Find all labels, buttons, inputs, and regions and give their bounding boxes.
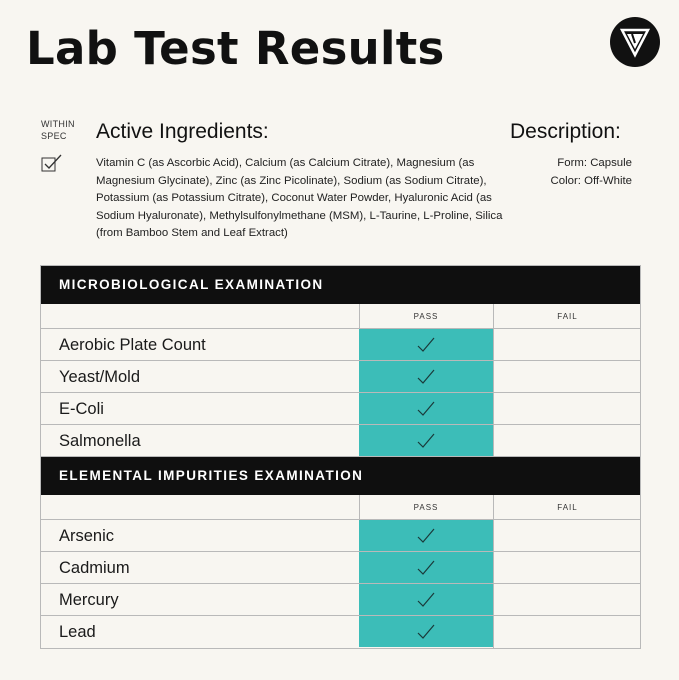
test-name: E-Coli bbox=[59, 400, 104, 418]
pass-check-icon bbox=[359, 361, 493, 392]
section-header: ELEMENTAL IMPURITIES EXAMINATION bbox=[41, 457, 640, 495]
pass-column-header: PASS bbox=[413, 312, 439, 321]
description-color: Color: Off-White bbox=[550, 174, 632, 187]
test-name: Mercury bbox=[59, 591, 119, 609]
table-row bbox=[41, 393, 640, 425]
within-spec-label: WITHIN SPEC bbox=[41, 119, 75, 141]
pass-column-header: PASS bbox=[413, 503, 439, 512]
section-header: MICROBIOLOGICAL EXAMINATION bbox=[41, 266, 640, 304]
description-details bbox=[510, 155, 632, 190]
table-row bbox=[41, 552, 640, 584]
description-form: Form: Capsule bbox=[557, 157, 632, 169]
pass-check-icon bbox=[359, 329, 493, 360]
fail-column-header: FAIL bbox=[557, 503, 578, 512]
fail-cell bbox=[493, 616, 642, 647]
test-name: Salmonella bbox=[59, 432, 141, 450]
test-name: Yeast/Mold bbox=[59, 368, 141, 386]
table-row bbox=[41, 520, 640, 552]
fail-cell bbox=[493, 584, 642, 615]
checkbox-checked-icon bbox=[41, 153, 63, 178]
table-row bbox=[41, 361, 640, 393]
test-name: Lead bbox=[59, 623, 96, 641]
pass-check-icon bbox=[359, 552, 493, 583]
results-table bbox=[40, 265, 641, 649]
page-title: Lab Test Results bbox=[26, 22, 445, 75]
table-row bbox=[41, 584, 640, 616]
pass-check-icon bbox=[359, 584, 493, 615]
fail-cell bbox=[493, 552, 642, 583]
column-headers bbox=[41, 304, 640, 329]
active-ingredients-text: Vitamin C (as Ascorbic Acid), Calcium (as Calcium Citrate), Magnesium (as Magnesium Glycinate), Zinc (as Zinc Picolinate), Sodium (as Sodium Citrate), Potassium (as Potassium Citrate), Coconut Water Powder, Hyaluronic Acid (as Sodium Hyaluronate), Methylsulfonylmethane (MSM), L-Taurine, L-Proline, Silica (from Bamboo Stem and Leaf Extract) bbox=[96, 157, 503, 240]
table-row bbox=[41, 425, 640, 457]
pass-check-icon bbox=[359, 393, 493, 424]
table-row bbox=[41, 329, 640, 361]
test-name: Aerobic Plate Count bbox=[59, 336, 206, 354]
active-ingredients-heading: Active Ingredients: bbox=[96, 120, 269, 143]
column-headers bbox=[41, 495, 640, 520]
fail-cell bbox=[493, 329, 642, 360]
fail-cell bbox=[493, 520, 642, 551]
pass-check-icon bbox=[359, 425, 493, 456]
test-name: Arsenic bbox=[59, 527, 115, 545]
pass-check-icon bbox=[359, 520, 493, 551]
fail-cell bbox=[493, 425, 642, 456]
description-heading: Description: bbox=[510, 120, 621, 143]
pass-check-icon bbox=[359, 616, 493, 647]
table-row bbox=[41, 616, 640, 648]
brand-v-logo-icon bbox=[610, 17, 660, 67]
fail-cell bbox=[493, 393, 642, 424]
test-name: Cadmium bbox=[59, 559, 130, 577]
fail-column-header: FAIL bbox=[557, 312, 578, 321]
fail-cell bbox=[493, 361, 642, 392]
